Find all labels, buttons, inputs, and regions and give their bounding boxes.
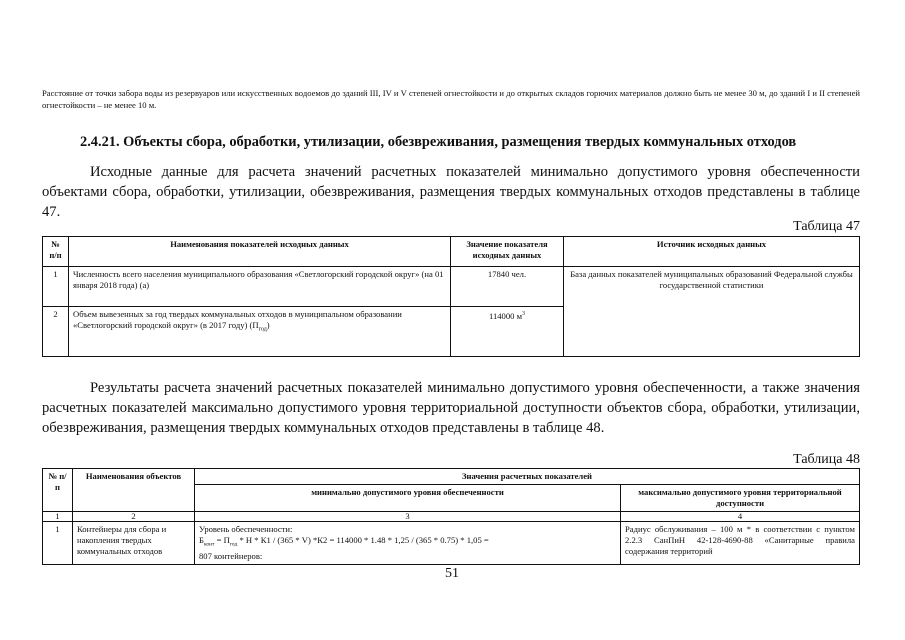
table47-header-num: № п/п <box>43 237 69 267</box>
table47-row2-name <box>69 307 451 357</box>
min-level-label: Уровень обеспеченности: <box>199 524 293 534</box>
formula-p-sub: год <box>229 541 238 548</box>
table48-colnum-3: 3 <box>195 512 621 522</box>
formula-b-sub: конт <box>203 541 215 548</box>
table-47 <box>42 236 860 357</box>
formula-b: Б <box>199 535 204 545</box>
table47-header-row <box>43 237 860 267</box>
table48-row1-max: Радиус обслуживания – 100 м * в соответствии с пунктом 2.2.3 СанПиН 42-128-4690-88 «Санитарные правила содержания территорий <box>621 522 860 565</box>
table48-caption: Таблица 48 <box>793 452 860 467</box>
paragraph-2: Результаты расчета значений расчетных показателей минимально допустимого уровня обеспеченности, а также значения расчетных показателей максимально допустимого уровня территориальной доступности объектов сбора, обработки, утилизации, обезвреживания, размещения твердых коммунальных отходов представлены в таблице 48. <box>42 380 860 436</box>
table47-row2-value <box>451 307 564 357</box>
table-row <box>43 522 860 565</box>
min-formula <box>199 535 616 551</box>
table47-row2-num: 2 <box>43 307 69 357</box>
table48-colnum-1: 1 <box>43 512 73 522</box>
table-row <box>43 267 860 307</box>
table48-header-num: № п/п <box>43 469 73 512</box>
row2-name-text: Объем вывезенных за год твердых коммунальных отходов в муниципальном образовании «Светлогорский городской округ» (в 2017 году) (П <box>73 309 402 330</box>
table47-header-source: Источник исходных данных <box>564 237 860 267</box>
formula-body: * Н * К1 / (365 * V) *К2 = 114000 * 1.48 * 1,25 / (365 * 0.75) * 1,05 = <box>237 535 489 545</box>
section-heading: 2.4.21. Объекты сбора, обработки, утилизации, обезвреживания, размещения твердых коммунальных отходов <box>80 134 797 150</box>
row2-value-sup: 3 <box>522 311 526 317</box>
table48-colnum-2: 2 <box>73 512 195 522</box>
table47-header-value: Значение показателя исходных данных <box>451 237 564 267</box>
page-number: 51 <box>445 566 459 581</box>
table47-row1-name: Численность всего населения муниципального образования «Светлогорский городской округ» (на 01 января 2018 года) (а) <box>69 267 451 307</box>
table48-colnum-row <box>43 512 860 522</box>
table48-header-group: Значения расчетных показателей <box>195 469 860 485</box>
row2-value-text: 114000 м <box>488 310 523 321</box>
table-48 <box>42 468 860 565</box>
intro-text: Расстояние от точки забора воды из резервуаров или искусственных водоемов до зданий III, IV и V степеней огнестойкости и до открытых складов горючих материалов должно быть не менее 30 м, до зданий I и II степеней огнестойкости – не менее 10 м. <box>42 88 860 110</box>
row2-name-tail: ) <box>266 320 270 330</box>
row2-name-sub: год <box>258 326 267 333</box>
table48-row1-name: Контейнеры для сбора и накопления твердых коммунальных отходов <box>73 522 195 565</box>
table47-header-name: Наименования показателей исходных данных <box>69 237 451 267</box>
table48-row1-num: 1 <box>43 522 73 565</box>
paragraph-1: Исходные данные для расчета значений расчетных показателей минимально допустимого уровня обеспеченности объектами сбора, обработки, утилизации, обезвреживания, размещения твердых коммунальных отходов представлены в таблице 47. <box>42 164 860 220</box>
table47-row1-num: 1 <box>43 267 69 307</box>
formula-eq: = П <box>214 535 230 545</box>
table47-source: База данных показателей муниципальных образований Федеральной службы государственной статистики <box>564 267 860 357</box>
table48-row1-min <box>195 522 621 565</box>
table47-row1-value: 17840 чел. <box>451 267 564 307</box>
min-result: 807 контейнеров: <box>199 550 263 561</box>
table48-header-min: минимально допустимого уровня обеспеченности <box>195 485 621 512</box>
table48-header-name: Наименования объектов <box>73 469 195 512</box>
table47-caption: Таблица 47 <box>793 219 860 234</box>
table48-header-max: максимально допустимого уровня территориальной доступности <box>621 485 860 512</box>
table48-header-row <box>43 469 860 485</box>
table48-colnum-4: 4 <box>621 512 860 522</box>
